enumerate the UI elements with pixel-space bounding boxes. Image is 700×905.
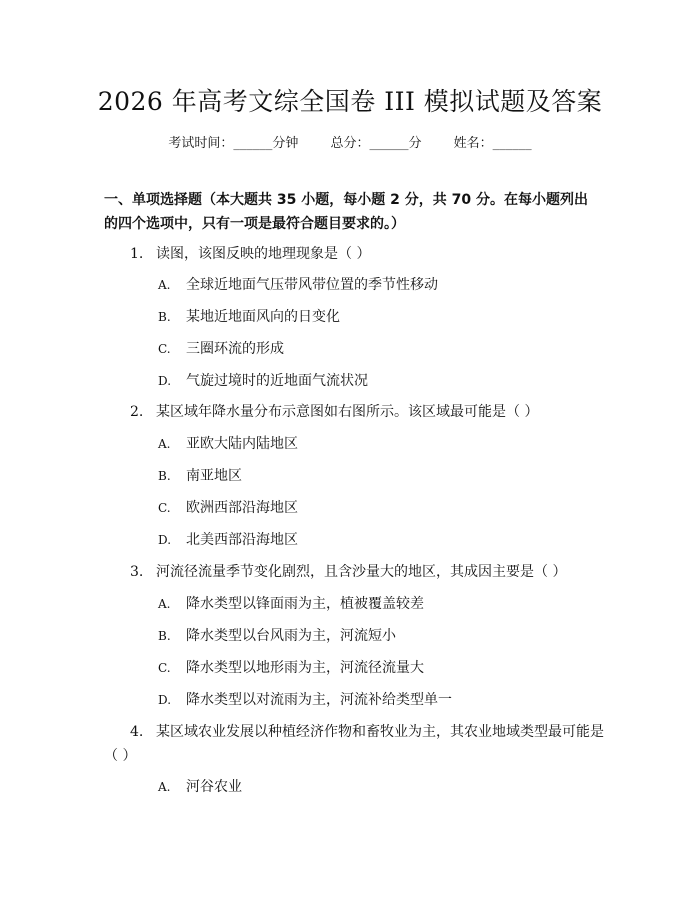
question-4 [104,720,604,768]
option-text: 南亚地区 [186,468,242,484]
time-field [168,136,298,151]
q3-option-b [158,624,396,648]
q1-option-d [158,369,368,393]
option-label: C. [158,501,171,515]
option-label: C. [158,661,171,675]
question-text: 河流径流量季节变化剧烈，且含沙量大的地区，其成因主要是（ ） [156,564,567,580]
option-text: 气旋过境时的近地面气流状况 [186,373,368,389]
question-text: 某区域年降水量分布示意图如右图所示。该区域最可能是（ ） [156,404,539,420]
question-2 [130,400,538,424]
time-label: 考试时间： [168,136,234,151]
q2-option-c [158,496,298,520]
name-label: 姓名： [453,136,493,151]
score-label: 总分： [330,136,370,151]
section-heading: 一、单项选择题（本大题共 35 小题，每小题 2 分，共 70 分。在每小题列出的四个选项中，只有一项是最符合题目要求的。） [104,192,588,232]
q4-option-a [158,775,242,799]
option-label: A. [158,278,171,292]
option-text: 某地近地面风向的日变化 [186,309,340,325]
exam-info-line [0,132,700,151]
option-label: B. [158,310,171,324]
option-text: 全球近地面气压带风带位置的季节性移动 [186,277,438,293]
option-label: D. [158,374,172,388]
exam-title: 2026 年高考文综全国卷 III 模拟试题及答案 [97,87,603,116]
q2-option-b [158,464,242,488]
question-1 [130,242,370,266]
q2-option-d [158,528,298,552]
option-label: D. [158,533,172,547]
option-text: 降水类型以地形雨为主，河流径流量大 [186,660,424,676]
question-number: 1. [130,246,144,262]
time-blank: ______分钟 [233,136,299,151]
option-text: 欧洲西部沿海地区 [186,500,298,516]
option-text: 北美西部沿海地区 [186,532,298,548]
question-text: 读图，该图反映的地理现象是（ ） [156,246,371,262]
option-label: B. [158,629,171,643]
option-text: 亚欧大陆内陆地区 [186,436,298,452]
score-field [330,136,421,151]
option-text: 降水类型以锋面雨为主，植被覆盖较差 [186,596,424,612]
q1-option-a [158,273,438,297]
q3-option-c [158,656,424,680]
option-label: C. [158,342,171,356]
name-field [454,136,532,151]
question-number: 4. [130,724,144,740]
question-text: 某区域农业发展以种植经济作物和畜牧业为主，其农业地域类型最可能是（ ） [104,724,604,764]
option-label: D. [158,693,172,707]
score-blank: ______分 [369,136,422,151]
question-number: 2. [130,404,144,420]
option-label: A. [158,597,171,611]
name-blank: ______ [492,136,532,151]
q3-option-d [158,688,452,712]
q3-option-a [158,592,424,616]
q2-option-a [158,432,298,456]
option-text: 三圈环流的形成 [186,341,284,357]
question-number: 3. [130,564,144,580]
option-label: A. [158,437,171,451]
option-label: B. [158,469,171,483]
question-3 [130,560,566,584]
q1-option-b [158,305,340,329]
option-text: 河谷农业 [186,779,242,795]
option-text: 降水类型以台风雨为主，河流短小 [186,628,396,644]
q1-option-c [158,337,284,361]
option-text: 降水类型以对流雨为主，河流补给类型单一 [186,692,452,708]
option-label: A. [158,780,171,794]
